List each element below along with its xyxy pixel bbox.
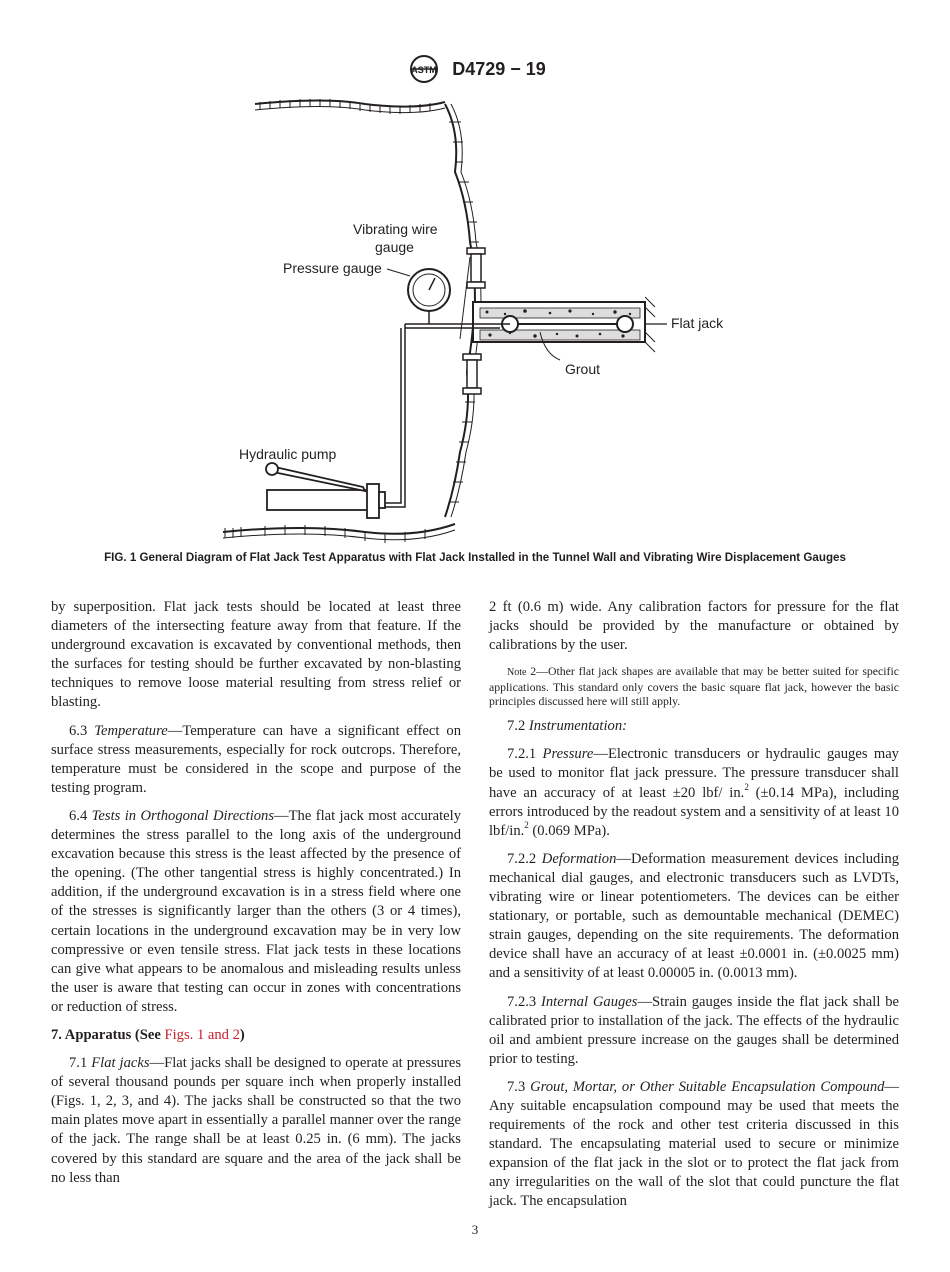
page-header	[0, 54, 950, 84]
figs-1-2-link[interactable]: Figs. 1 and 2	[164, 1026, 240, 1043]
flat-jack-end-right	[617, 316, 633, 332]
note-2: Note 2—Other flat jack shapes are available that may be better suited for specific applications. This standard only covers the basic square flat jack, however the basic principles discussed here will still apply.	[489, 664, 899, 709]
astm-logo-icon	[404, 54, 444, 84]
section-7-heading: 7. Apparatus (See Figs. 1 and 2)	[51, 1026, 245, 1043]
flat-jack-apparatus-svg	[205, 92, 765, 547]
rock-surface-top	[255, 99, 445, 114]
paragraph-6-2-continued: by superposition. Flat jack tests should be located at least three diameters of the intersecting feature away from that feature. If the underground excavation is excavated by conventional methods, then the surfaces for testing should be further excavated by non-blasting techniques to remove loose material resulting from stress relief or blasting.	[51, 599, 461, 711]
left-column	[51, 598, 461, 1197]
figure-1-diagram	[205, 92, 765, 547]
figure-caption: FIG. 1 General Diagram of Flat Jack Test Apparatus with Flat Jack Installed in the Tunnel Wall and Vibrating Wire Displacement Gauges	[104, 551, 846, 564]
paragraph-7-2-1: 7.2.1 Pressure—Electronic transducers or hydraulic gauges may be used to monitor flat jack pressure. The pressure transducer shall have an accuracy of at least ±20 lbf/ in.$^2$ (±0.14 MPa), including errors introduced by the readout system and a sensitivity of at least 10 lbf/in.$^2$ (0.069 MPa).	[489, 746, 899, 839]
paragraph-6-3: 6.3 Temperature—Temperature can have a significant effect on surface stress measurements, especially for rock outcrops. Therefore, temperature must be considered in the scope and purpose of the testing program.	[51, 722, 461, 796]
svg-text:ASTM: ASTM	[411, 65, 437, 75]
label-pressure-gauge: Pressure gauge	[283, 260, 382, 276]
paragraph-7-3: 7.3 Grout, Mortar, or Other Suitable Encapsulation Compound—Any suitable encapsulation compound may be used that meets the requirements of the rock and other test criteria discussed in this standard. The encapsulating material used to secure or minimize expansion of the flat jack in the slot or to protect the flat jack from any irregularities on the wall of the slot that could puncture the flat jack. The encapsulation	[489, 1078, 900, 1210]
hydraulic-pump	[266, 463, 385, 518]
right-column	[489, 598, 899, 1221]
paragraph-7-1: 7.1 Flat jacks—Flat jacks shall be designed to operate at pressures of several thousand pounds per square inch when properly installed (Figs. 1, 2, 3, and 4). The jacks shall be constructed so that the two main plates move apart in essentially a parallel manner over the range of the jack. The range shall be at least 0.25 in. (6 mm). The jacks covered by this standard are square and the area of the jack shall be no less than	[51, 1055, 461, 1186]
document-designation: D4729 − 19	[452, 58, 546, 79]
page-number: 3	[471, 1222, 479, 1237]
label-grout: Grout	[565, 361, 601, 377]
label-vibrating-wire-1: Vibrating wire	[353, 221, 438, 237]
paragraph-7-2-3: 7.2.3 Internal Gauges—Strain gauges inside the flat jack shall be calibrated prior to installation of the jack. The effects of the hydraulic oil and ambient pressure increase on the gauges shall be determined prior to testing.	[489, 993, 899, 1067]
label-hydraulic-pump: Hydraulic pump	[239, 446, 337, 462]
label-vibrating-wire-2: gauge	[375, 239, 414, 255]
rock-surface-bottom	[223, 524, 455, 543]
paragraph-7-2-2: 7.2.2 Deformation—Deformation measurement devices including mechanical dial gauges, and electronic transducers such as LVDTs, vibrating wire or linear potentiometers. The devices can be either stationary, or portable, such as demountable mechanical (DEMEC) strain gauges, depending on the site requirements. The deformation device shall have an accuracy of at least ±0.0001 in. (±0.0025 mm) and a sensitivity of at least 0.00005 in. (0.0013 mm).	[489, 850, 899, 982]
paragraph-7-2: 7.2 Instrumentation:	[507, 718, 627, 735]
paragraph-6-4: 6.4 Tests in Orthogonal Directions—The flat jack most accurately determines the stress parallel to the long axis of the underground excavation because this stress is the least affected by the presence of the opening. (The other tangential stress is highly concentrated.) In addition, if the underground excavation is in a stress field where one of the stresses is significantly larger than the others (3 or 4 times), certain locations in the underground excavation may be in very low compressive or even tensile stress. Flat jack tests in these locations can give what appears to be anomalous and misleading results unless the user is aware that testing can occur in zones with concentrations or reduction of stress.	[51, 807, 461, 1015]
label-flat-jack: Flat jack	[671, 315, 724, 331]
paragraph-7-1-continued: 2 ft (0.6 m) wide. Any calibration factors for pressure for the flat jacks should be provided by the manufacture or obtained by calibrations by the user.	[489, 599, 899, 654]
